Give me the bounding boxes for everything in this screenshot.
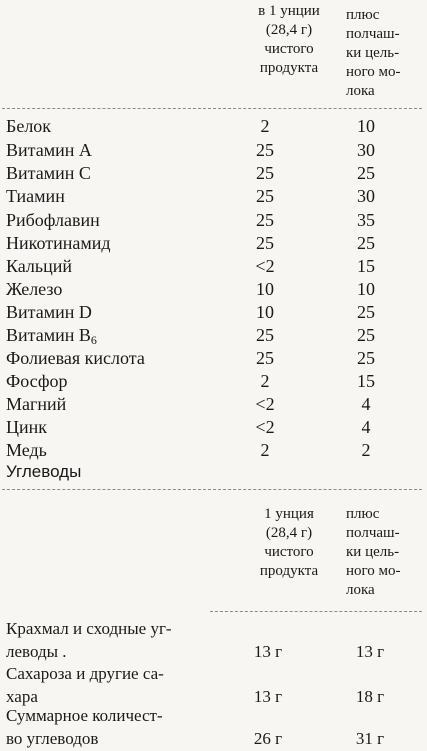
header-col2-line: ки цель- <box>346 45 400 61</box>
nutrient-name: Витамин С <box>6 163 91 183</box>
header-col1-line: чистого <box>264 544 314 560</box>
table-row <box>0 138 427 162</box>
carb-name-line: хара <box>6 687 38 706</box>
table-row <box>0 369 427 393</box>
header-col1-line: продукта <box>259 563 319 579</box>
header-col1-line: (28,4 г) <box>265 22 313 38</box>
value-pure: 10 <box>256 279 274 299</box>
value-pure: 25 <box>256 210 274 230</box>
value-with-milk: 13 г <box>355 642 385 661</box>
value-with-milk: 15 <box>357 256 375 276</box>
value-pure: 25 <box>256 186 274 206</box>
carb-name-line: леводы . <box>6 642 67 661</box>
carb-name-line: Сахароза и другие са- <box>6 664 164 683</box>
nutrient-name: Рибофлавин <box>6 210 100 230</box>
table-row <box>0 208 427 232</box>
nutrient-name: Магний <box>6 394 67 414</box>
value-with-milk: 25 <box>357 302 375 322</box>
header-col2-line: ного мо- <box>346 64 401 80</box>
header-col2 <box>346 6 424 101</box>
value-pure: 25 <box>256 348 274 368</box>
carb-name <box>6 662 234 708</box>
value-pure: 13 г <box>253 687 283 706</box>
value-pure: 25 <box>256 140 274 160</box>
header-col2-line: полчаш- <box>346 26 400 42</box>
value-pure: <2 <box>255 394 275 414</box>
value-with-milk: 15 <box>357 371 375 391</box>
table-row <box>0 438 427 462</box>
value-pure: 25 <box>256 163 274 183</box>
value-with-milk: 18 г <box>355 687 385 706</box>
value-pure: 25 <box>256 233 274 253</box>
value-pure: 2 <box>260 371 270 391</box>
table-row <box>0 114 427 138</box>
table-row <box>0 254 427 278</box>
value-pure: 26 г <box>253 729 283 748</box>
carb-name <box>6 704 234 750</box>
value-with-milk: 4 <box>361 394 371 414</box>
divider <box>2 108 422 109</box>
carb-row <box>0 617 427 663</box>
value-pure: 2 <box>260 440 270 460</box>
nutrient-name: Медь <box>6 440 47 460</box>
carb-name-line: во углеводов <box>6 729 99 748</box>
header-col2-line: плюс <box>346 7 380 23</box>
table-row <box>0 161 427 185</box>
carbs-header-col2 <box>346 505 424 600</box>
carbs-header-col1 <box>240 505 338 581</box>
value-pure: 13 г <box>253 642 283 661</box>
value-with-milk: 30 <box>357 140 375 160</box>
header-col1-line: 1 унция <box>264 506 314 522</box>
table-row <box>0 415 427 439</box>
section-title: Углеводы <box>6 462 82 481</box>
value-with-milk: 35 <box>357 210 375 230</box>
value-with-milk: 10 <box>357 116 375 136</box>
value-with-milk: 25 <box>357 348 375 368</box>
value-pure: <2 <box>255 256 275 276</box>
value-with-milk: 25 <box>357 163 375 183</box>
nutrient-name: Тиамин <box>6 186 65 206</box>
header-col1-line: продукта <box>259 60 319 76</box>
nutrient-name <box>6 323 97 347</box>
value-pure: 2 <box>260 116 270 136</box>
divider <box>210 611 422 612</box>
header-col2-line: ного мо- <box>346 563 401 579</box>
header-col2-line: плюс <box>346 506 380 522</box>
table-row <box>0 231 427 255</box>
value-with-milk: 25 <box>357 233 375 253</box>
nutrient-name: Фосфор <box>6 371 68 391</box>
header-col2-line: лока <box>346 83 375 99</box>
value-with-milk: 10 <box>357 279 375 299</box>
header-col1-line: (28,4 г) <box>265 525 313 541</box>
nutrient-name: Витамин D <box>6 302 92 322</box>
nutrient-name: Никотинамид <box>6 233 111 253</box>
header-col2-line: полчаш- <box>346 525 400 541</box>
nutrient-name: Витамин А <box>6 140 92 160</box>
nutrient-name: Белок <box>6 116 52 136</box>
value-with-milk: 4 <box>361 417 371 437</box>
value-with-milk: 31 г <box>355 729 385 748</box>
carb-name-line: Суммарное количест- <box>6 706 163 725</box>
divider <box>2 489 422 490</box>
value-with-milk: 25 <box>357 325 375 345</box>
header-col1-line: чистого <box>264 41 314 57</box>
table-row <box>0 392 427 416</box>
carb-row <box>0 704 427 750</box>
nutrient-name-subscript: 6 <box>90 333 97 347</box>
header-col2-line: ки цель- <box>346 544 400 560</box>
table-row <box>0 323 427 347</box>
header-col1-line: в 1 унции <box>258 3 320 19</box>
table-row <box>0 346 427 370</box>
nutrient-name: Кальций <box>6 256 73 276</box>
nutrient-name: Цинк <box>6 417 48 437</box>
value-with-milk: 2 <box>361 440 371 460</box>
header-col2-line: лока <box>346 582 375 598</box>
carb-name-line: Крахмал и сходные уг- <box>6 619 172 638</box>
nutrient-name: Железо <box>6 279 63 299</box>
value-pure: 10 <box>256 302 274 322</box>
table-row <box>0 277 427 301</box>
table-row <box>0 300 427 324</box>
value-pure: 25 <box>256 325 274 345</box>
value-with-milk: 30 <box>357 186 375 206</box>
header-col1 <box>240 2 338 78</box>
carb-row <box>0 662 427 708</box>
table-row <box>0 184 427 208</box>
carb-name <box>6 617 234 663</box>
nutrient-name: Фолиевая кислота <box>6 348 145 368</box>
value-pure: <2 <box>255 417 275 437</box>
nutrient-name-text: Витамин B <box>6 325 91 345</box>
